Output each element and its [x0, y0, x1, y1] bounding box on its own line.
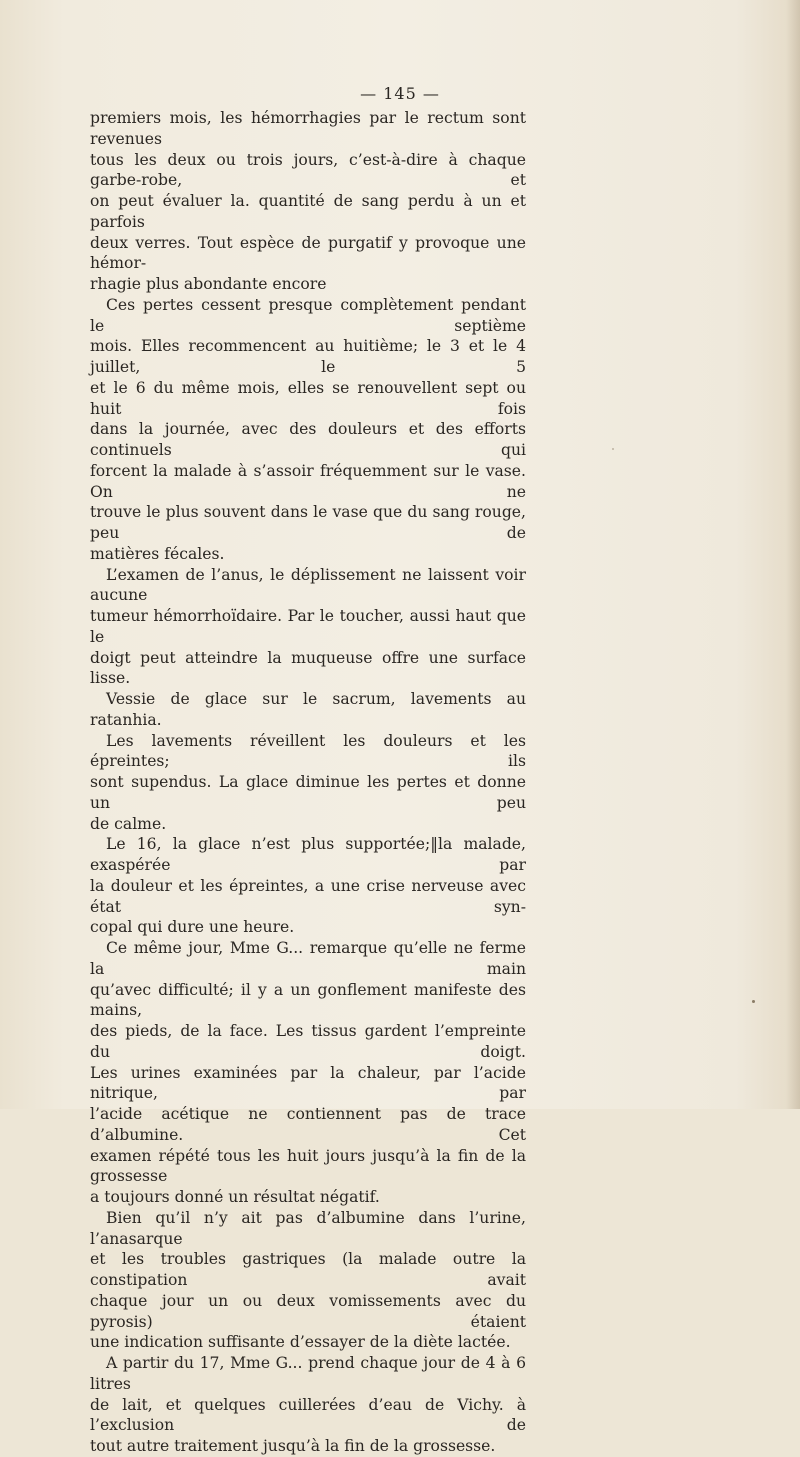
text-line: Vessie de glace sur le sacrum, lavements au ratanhia. — [90, 690, 526, 729]
text-line: a toujours donné un résultat négatif. — [90, 1188, 380, 1206]
text-line: examen répété tous les huit jours jusqu’à la fin de la grossesse — [90, 1146, 526, 1186]
text-line: Les urines examinées par la chaleur, par l’acide nitrique, par — [90, 1063, 526, 1103]
text-line: dans la journée, avec des douleurs et des efforts continuels qui — [90, 420, 526, 459]
text-line: des pieds, de la face. Les tissus gardent l’empreinte du doigt. — [90, 1022, 526, 1061]
text-line: de calme. — [90, 814, 167, 833]
text-line: trouve le plus souvent dans le vase que du sang rouge, peu de — [90, 503, 526, 542]
text-line: Ce même jour, Mme G... remarque qu’elle ne ferme la main — [90, 939, 526, 978]
text-line: et les troubles gastriques (la malade outre la constipation avait — [90, 1250, 526, 1289]
text-line: tous les deux ou trois jours, c’est-à-dire à chaque garbe-robe, et — [90, 150, 526, 190]
text-line: mois. Elles recommencent au huitième; le 3 et le 4 juillet, le 5 — [90, 337, 526, 376]
text-line: doigt peut atteindre la muqueuse offre une surface lisse. — [90, 648, 526, 688]
text-line: premiers mois, les hémorrhagies par le rectum sont revenues — [90, 109, 526, 148]
text-line: L’examen de l’anus, le déplissement ne laissent voir aucune — [90, 565, 526, 605]
text-line: de lait, et quelques cuillerées d’eau de Vichy. à l’exclusion de — [90, 1395, 526, 1435]
text-line: Bien qu’il n’y ait pas d’albumine dans l’urine, l’anasarque — [90, 1208, 526, 1248]
paper-speck — [612, 448, 614, 450]
text-line: tumeur hémorrhoïdaire. Par le toucher, aussi haut que le — [90, 607, 526, 646]
text-line: deux verres. Tout espèce de purgatif y provoque une hémor- — [90, 233, 526, 273]
text-line: on peut évaluer la. quantité de sang perdu à un et parfois — [90, 192, 526, 231]
paper-speck — [752, 1000, 755, 1003]
text-line: la douleur et les épreintes, a une crise nerveuse avec état syn- — [90, 876, 526, 916]
text-line: rhagie plus abondante encore — [90, 275, 327, 293]
text-line: qu’avec difficulté; il y a un gonflement manifeste des mains, — [90, 980, 526, 1020]
text-line: Le 16, la glace n’est plus supportée;‖la malade, exaspérée par — [90, 835, 526, 874]
text-line: copal qui dure une heure. — [90, 918, 295, 937]
body-text — [90, 108, 526, 1457]
text-line: forcent la malade à s’assoir fréquemment sur le vase. On ne — [90, 461, 526, 501]
page-edge-shadow — [786, 0, 800, 1109]
page-number: — 145 — — [360, 84, 440, 103]
text-line: Les lavements réveillent les douleurs et les épreintes; ils — [90, 731, 526, 771]
text-line: et le 6 du même mois, elles se renouvellent sept ou huit fois — [90, 378, 526, 418]
text-line: chaque jour un ou deux vomissements avec du pyrosis) étaient — [90, 1291, 526, 1331]
text-line: A partir du 17, Mme G... prend chaque jour de 4 à 6 litres — [90, 1354, 526, 1393]
text-line: sont supendus. La glace diminue les pertes et donne un peu — [90, 773, 526, 812]
text-line: tout autre traitement jusqu’à la fin de la grossesse. — [90, 1437, 496, 1455]
text-line: matières fécales. — [90, 544, 225, 563]
text-line: Ces pertes cessent presque complètement pendant le septième — [90, 295, 526, 335]
text-line: une indication suffisante d’essayer de la diète lactée. — [90, 1333, 511, 1352]
text-line: l’acide acétique ne contiennent pas de trace d’albumine. Cet — [90, 1105, 526, 1144]
